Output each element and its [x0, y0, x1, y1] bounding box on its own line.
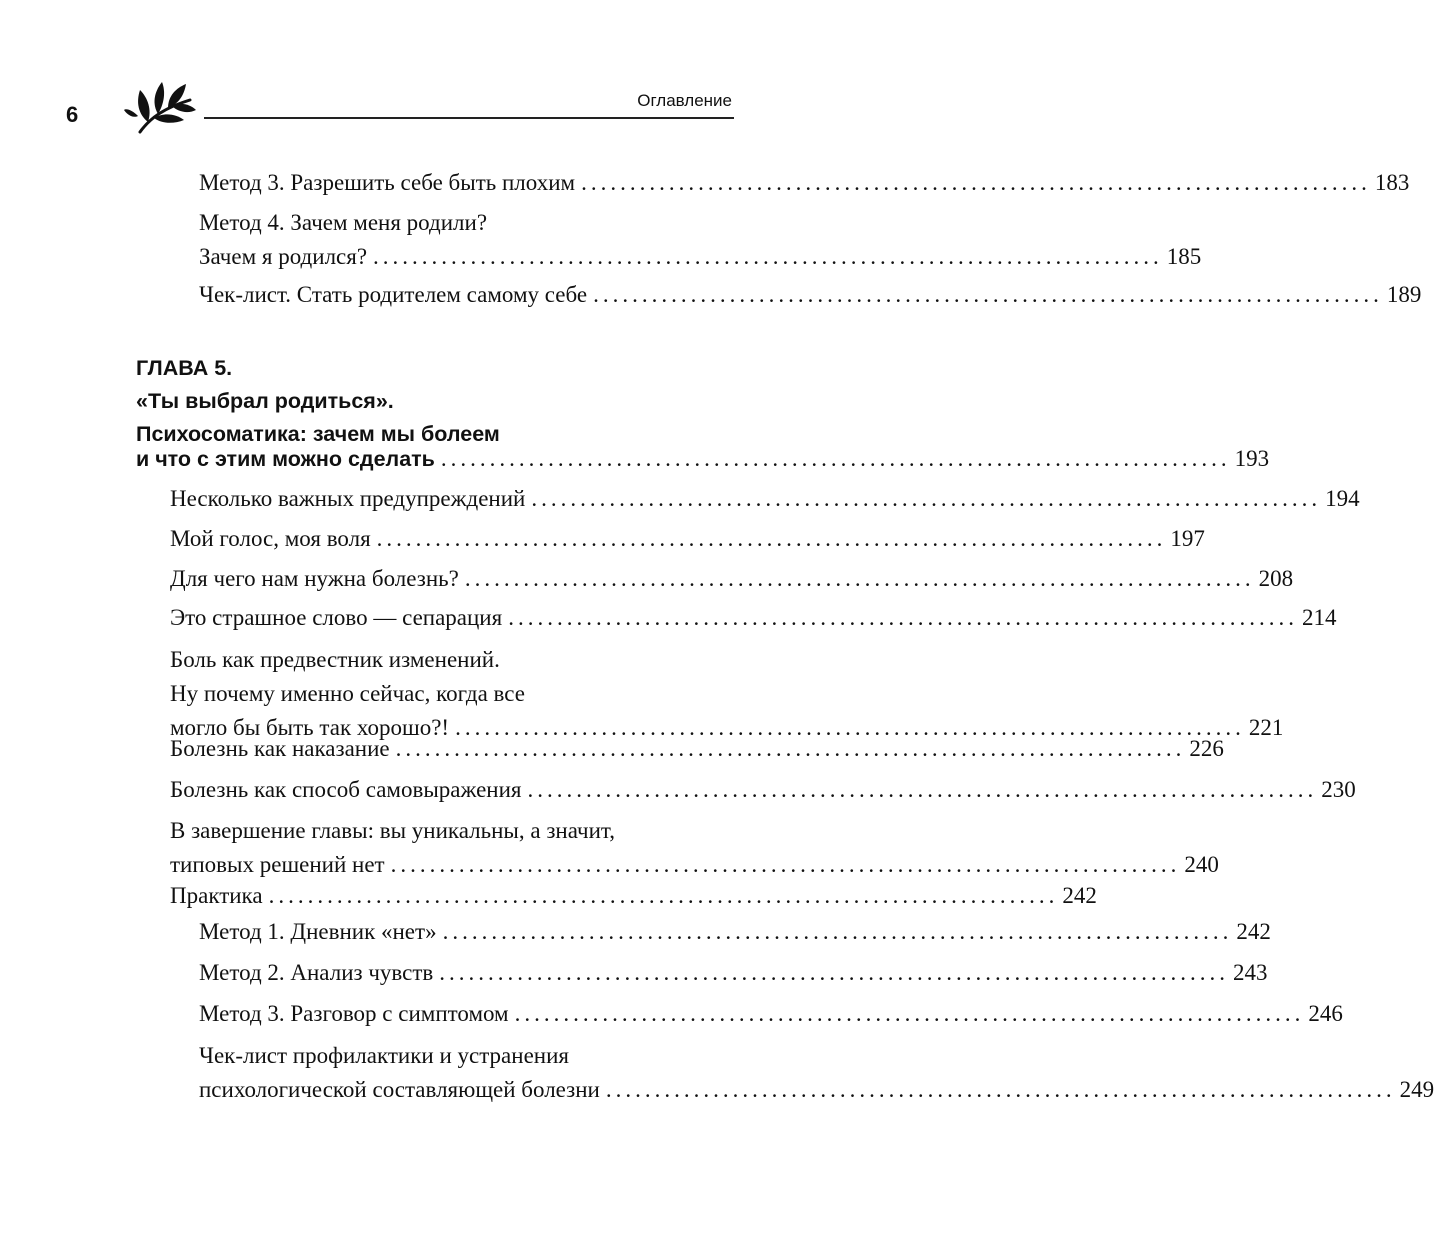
toc-entry: [170, 522, 1205, 556]
entry-page: 197: [1170, 526, 1205, 551]
entry-title: Это страшное слово — сепарация: [170, 605, 503, 630]
dot-leader: .................................................................................: [581, 170, 1371, 195]
entry-title: Зачем я родился?: [199, 244, 368, 269]
toc-entry: [170, 482, 1360, 516]
entry-title: Метод 3. Разговор с симптомом: [199, 1001, 509, 1026]
entry-title: Метод 3. Разрешить себе быть плохим: [199, 170, 576, 195]
toc-entry: [170, 732, 1224, 766]
chapter-title-end: и что с этим можно сделать: [136, 447, 435, 471]
entry-page: 185: [1166, 244, 1202, 269]
running-title: Оглавление: [637, 91, 732, 110]
entry-page: 221: [1248, 715, 1284, 740]
chapter-line: «Ты выбрал родиться».: [136, 389, 394, 413]
dot-leader: .................................................................................: [605, 1077, 1396, 1102]
entry-title: Несколько важных предупреждений: [170, 486, 526, 511]
toc-entry: [170, 562, 1294, 596]
dot-leader: .................................................................................: [390, 852, 1181, 877]
entry-page: 230: [1321, 777, 1356, 802]
entry-line: В завершение главы: вы уникальны, а значит,: [170, 818, 615, 843]
entry-title: Чек-лист. Стать родителем самому себе: [199, 282, 588, 307]
entry-title: Болезнь как способ самовыражения: [170, 777, 522, 802]
dot-leader: .................................................................................: [268, 883, 1059, 908]
page-number: 6: [66, 102, 79, 127]
chapter-heading: [136, 352, 500, 451]
entry-page: 208: [1258, 566, 1294, 591]
toc-entry: [199, 1039, 1434, 1107]
chapter-heading-last-line: [136, 442, 1270, 476]
entry-line: Ну почему именно сейчас, когда все: [170, 681, 525, 706]
entry-title: типовых решений нет: [170, 852, 385, 877]
entry-page: 189: [1386, 282, 1422, 307]
toc-entry: [199, 997, 1343, 1031]
entry-page: 183: [1374, 170, 1410, 195]
dot-leader: .................................................................................: [395, 736, 1186, 761]
dot-leader: .................................................................................: [508, 605, 1298, 630]
toc-entry: [199, 278, 1422, 312]
dot-leader: .................................................................................: [373, 244, 1163, 269]
leaf-branch-icon: [124, 76, 198, 136]
entry-page: 243: [1233, 960, 1268, 985]
entry-page: 214: [1301, 605, 1337, 630]
dot-leader: .................................................................................: [593, 282, 1383, 307]
toc-entry: [199, 956, 1268, 990]
entry-page: 242: [1062, 883, 1097, 908]
entry-page: 242: [1236, 919, 1271, 944]
entry-page: 246: [1308, 1001, 1343, 1026]
entry-title: психологической составляющей болезни: [199, 1077, 600, 1102]
dot-leader: .................................................................................: [531, 486, 1322, 511]
toc-entry: [199, 206, 1202, 274]
dot-leader: .................................................................................: [442, 919, 1233, 944]
entry-title: Болезнь как наказание: [170, 736, 390, 761]
entry-title: Практика: [170, 883, 263, 908]
dot-leader: .................................................................................: [440, 446, 1231, 471]
toc-entry: [170, 814, 1219, 882]
entry-page: 194: [1325, 486, 1360, 511]
chapter-line: ГЛАВА 5.: [136, 356, 233, 380]
dot-leader: .................................................................................: [464, 566, 1255, 591]
entry-line: Чек-лист профилактики и устранения: [199, 1043, 569, 1068]
entry-page: 240: [1184, 852, 1219, 877]
header-rule: [204, 117, 734, 119]
entry-title: могло бы быть так хорошо?!: [170, 715, 450, 740]
dot-leader: .................................................................................: [376, 526, 1167, 551]
toc-entry: [170, 879, 1097, 913]
entry-title: Метод 1. Дневник «нет»: [199, 919, 437, 944]
entry-title: Метод 2. Анализ чувств: [199, 960, 434, 985]
chapter-line: Психосоматика: зачем мы болеем: [136, 422, 500, 446]
entry-page: 226: [1189, 736, 1224, 761]
entry-line: Боль как предвестник изменений.: [170, 647, 500, 672]
dot-leader: .................................................................................: [455, 715, 1245, 740]
toc-entry: [199, 166, 1410, 200]
dot-leader: .................................................................................: [439, 960, 1230, 985]
chapter-page: 193: [1234, 446, 1270, 471]
toc-entry: [170, 773, 1356, 807]
dot-leader: .................................................................................: [527, 777, 1318, 802]
toc-entry: [170, 643, 1284, 745]
toc-entry: [170, 601, 1337, 635]
entry-title: Мой голос, моя воля: [170, 526, 371, 551]
toc-entry: [199, 915, 1271, 949]
entry-page: 249: [1399, 1077, 1434, 1102]
dot-leader: .................................................................................: [514, 1001, 1305, 1026]
entry-title: Для чего нам нужна болезнь?: [170, 566, 459, 591]
entry-line: Метод 4. Зачем меня родили?: [199, 210, 488, 235]
